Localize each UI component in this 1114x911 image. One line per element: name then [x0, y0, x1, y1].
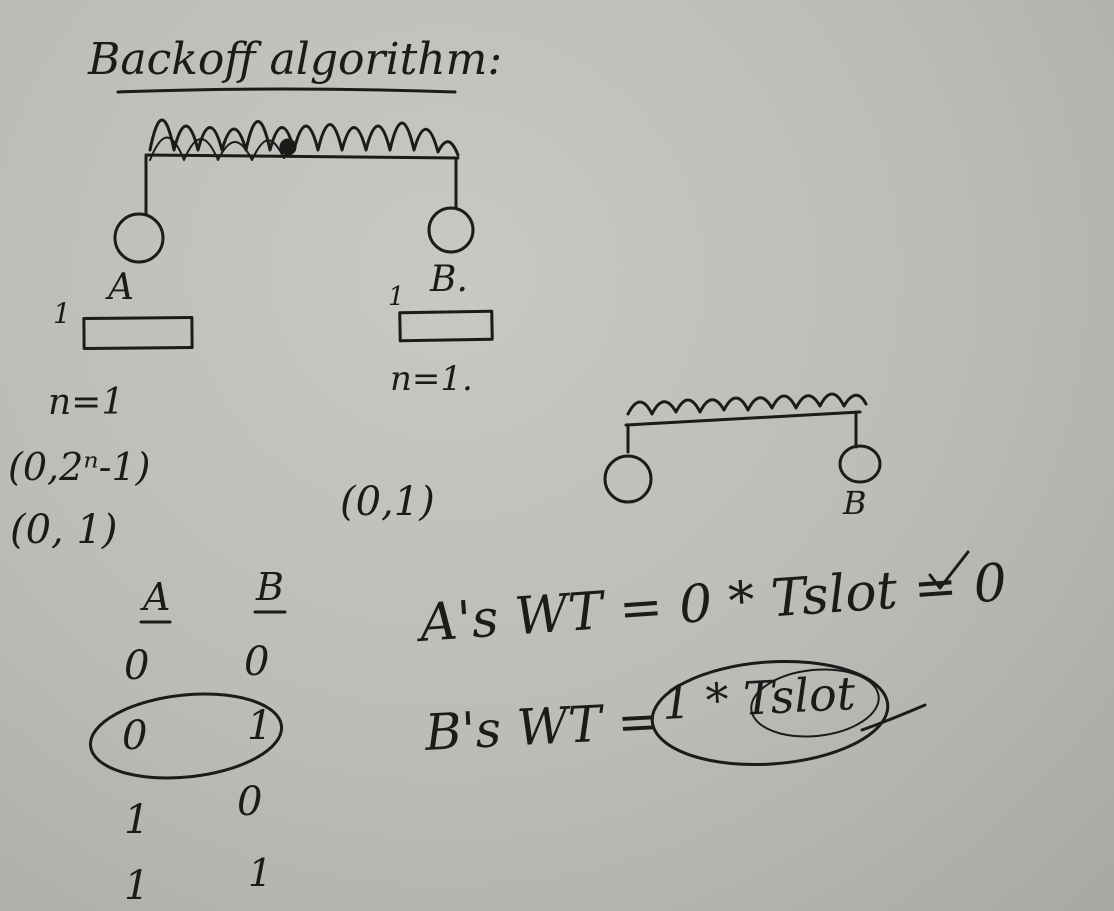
title-underline: [118, 89, 455, 92]
station-a-range: (0, 1): [10, 507, 118, 553]
table-row-4-a: 1: [124, 863, 150, 909]
title: Backoff algorithm:: [88, 34, 503, 85]
signal-waves: [150, 120, 458, 155]
table-row-1-a: 0: [124, 643, 150, 689]
station-b-mark: 1: [388, 282, 405, 312]
collision-dot: [281, 140, 295, 154]
station-b-label: B.: [430, 259, 468, 300]
station-b-node: [429, 208, 473, 252]
small-left-node: [605, 456, 651, 502]
small-bus-line: [626, 412, 860, 425]
station-b-n: n=1.: [390, 359, 473, 399]
station-a-n: n=1: [48, 382, 125, 423]
main-bus-line: [146, 155, 458, 158]
station-a-frame: [84, 318, 192, 349]
table-row-3-b: 0: [237, 779, 263, 825]
small-signal-waves: [628, 394, 866, 414]
station-a-range-formula: (0,2ⁿ-1): [8, 445, 151, 489]
table-row-2-a: 0: [122, 713, 148, 759]
station-a-node: [115, 214, 163, 262]
a-wait-equation: A's WT = 0 * Tslot = 0: [417, 553, 1009, 654]
table-row-2-b: 1: [247, 703, 273, 749]
station-a-mark: 1: [53, 297, 71, 330]
station-b-range: (0,1): [340, 479, 435, 525]
table-row-4-b: 1: [248, 851, 273, 895]
table-row-1-b: 0: [244, 639, 270, 685]
b-wait-prefix: B's WT =: [423, 691, 661, 762]
b-wait-value: 1 * Tslot: [660, 665, 857, 730]
table-header-b: B: [256, 565, 284, 609]
station-b-frame: [400, 311, 492, 341]
table-row-3-a: 1: [124, 797, 150, 843]
small-diagram-label: B: [843, 484, 867, 522]
station-a-label: A: [108, 267, 134, 308]
small-right-node: [840, 446, 880, 482]
table-header-a: A: [143, 575, 171, 619]
underline-swoosh: [862, 705, 925, 730]
